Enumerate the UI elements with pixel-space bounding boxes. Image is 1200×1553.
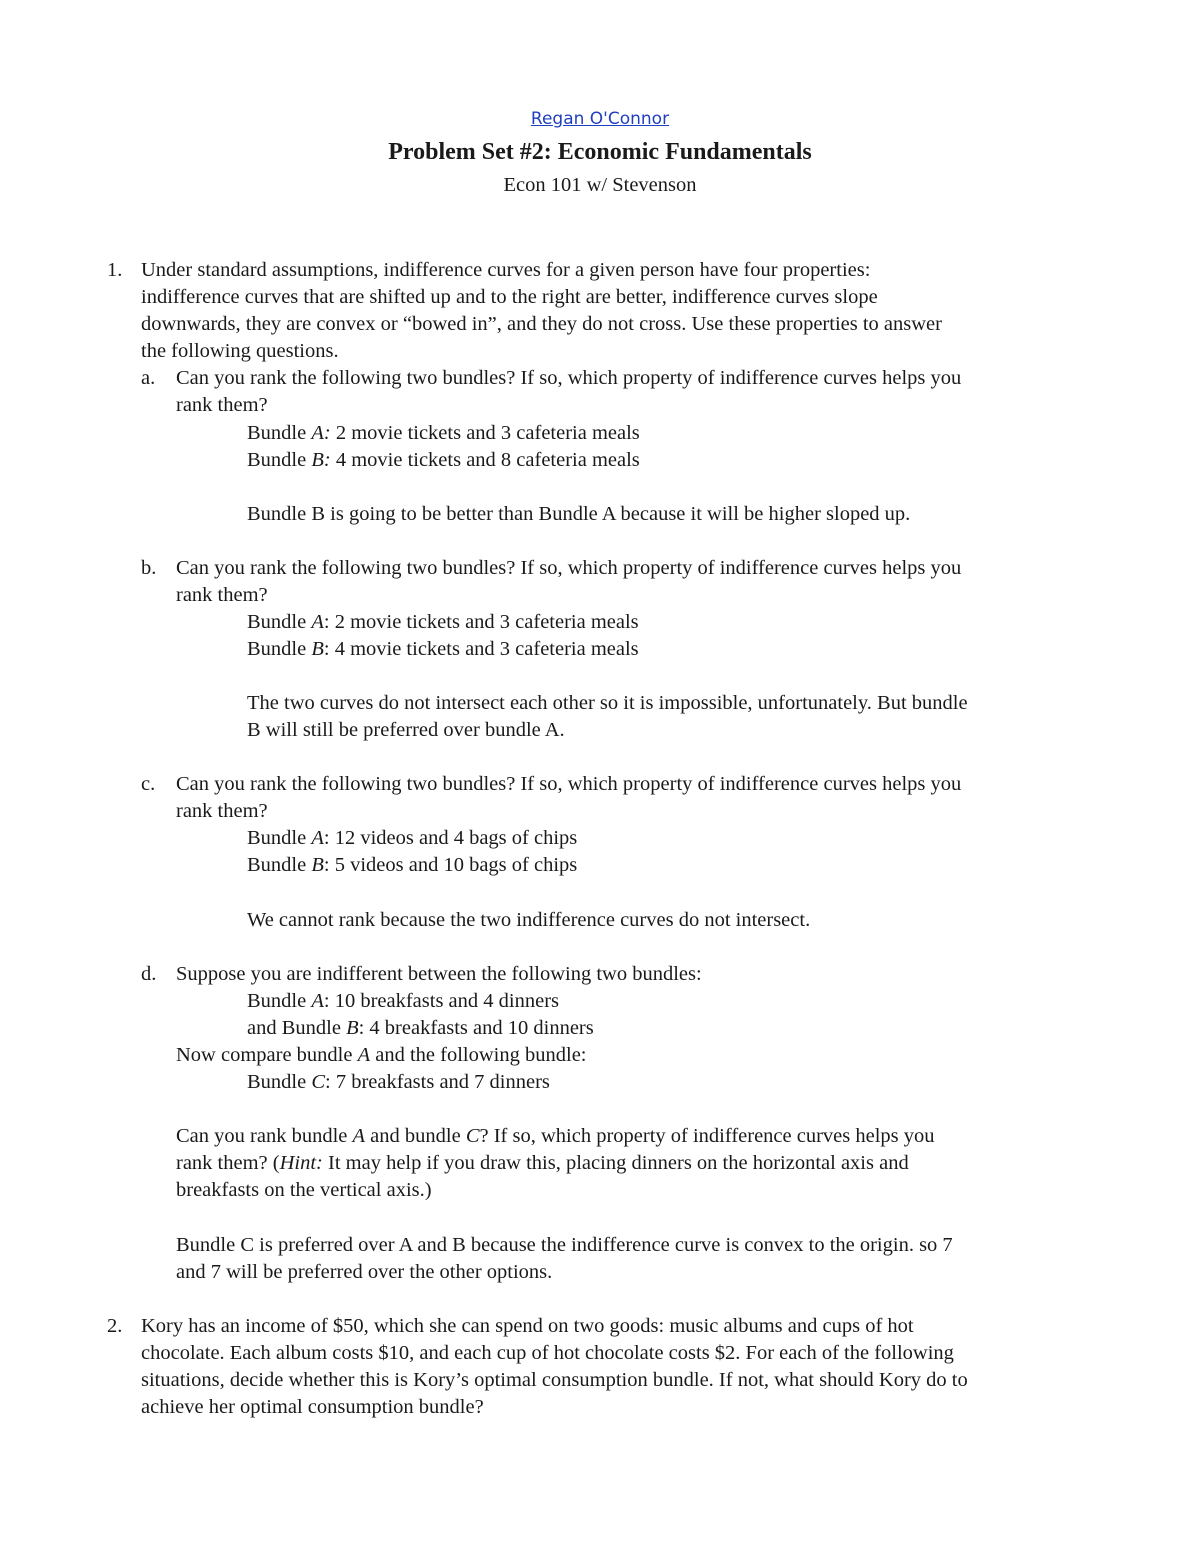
part-d-rank-question: Can you rank bundle A and bundle C? If so, which property of indifference curves helps you [176, 1125, 935, 1147]
question-2-line: achieve her optimal consumption bundle? [141, 1396, 484, 1418]
part-c-bundle-a: Bundle A: 12 videos and 4 bags of chips [247, 827, 578, 849]
part-b-bundle-b: Bundle B: 4 movie tickets and 3 cafeteria meals [247, 638, 639, 660]
course-subtitle: Econ 101 w/ Stevenson [503, 174, 697, 196]
question-1-intro-line: Under standard assumptions, indifference curves for a given person have four properties: [141, 259, 871, 281]
part-c-answer: We cannot rank because the two indifference curves do not intersect. [247, 909, 811, 931]
part-a-answer: Bundle B is going to be better than Bundle A because it will be higher sloped up. [247, 503, 911, 525]
part-d-answer: and 7 will be preferred over the other options. [176, 1261, 553, 1283]
part-d-hint: breakfasts on the vertical axis.) [176, 1179, 432, 1201]
part-c-label: c. [141, 773, 156, 795]
question-2-line: chocolate. Each album costs $10, and each cup of hot chocolate costs $2. For each of the following [141, 1342, 954, 1364]
question-2-number: 2. [107, 1315, 123, 1337]
part-d-label: d. [141, 963, 157, 985]
part-d-bundle-c: Bundle C: 7 breakfasts and 7 dinners [247, 1071, 550, 1093]
part-b-question: Can you rank the following two bundles? If so, which property of indifference curves helps you [176, 557, 962, 579]
author-link[interactable]: Regan O'Connor [530, 109, 670, 129]
part-c-question: Can you rank the following two bundles? If so, which property of indifference curves helps you [176, 773, 962, 795]
part-d-compare: Now compare bundle A and the following bundle: [176, 1044, 587, 1066]
part-b-answer: B will still be preferred over bundle A. [247, 719, 565, 741]
part-d-answer: Bundle C is preferred over A and B because the indifference curve is convex to the origin. so 7 [176, 1234, 953, 1256]
part-d-bundle-b: and Bundle B: 4 breakfasts and 10 dinners [247, 1017, 594, 1039]
question-2-line: Kory has an income of $50, which she can spend on two goods: music albums and cups of hot [141, 1315, 914, 1337]
part-b-bundle-a: Bundle A: 2 movie tickets and 3 cafeteria meals [247, 611, 639, 633]
part-b-answer: The two curves do not intersect each other so it is impossible, unfortunately. But bundle [247, 692, 968, 714]
part-d-bundle-a: Bundle A: 10 breakfasts and 4 dinners [247, 990, 559, 1012]
part-b-question: rank them? [176, 584, 268, 606]
question-2-line: situations, decide whether this is Kory’s optimal consumption bundle. If not, what should Kory do to [141, 1369, 968, 1391]
question-1-intro-line: the following questions. [141, 340, 339, 362]
part-c-question: rank them? [176, 800, 268, 822]
document-title: Problem Set #2: Economic Fundamentals [388, 139, 812, 165]
part-a-bundle-a: Bundle A: 2 movie tickets and 3 cafeteria meals [247, 422, 640, 444]
part-c-bundle-b: Bundle B: 5 videos and 10 bags of chips [247, 854, 578, 876]
question-1-intro-line: indifference curves that are shifted up and to the right are better, indifference curves slope [141, 286, 878, 308]
part-b-label: b. [141, 557, 157, 579]
part-d-question: Suppose you are indifferent between the following two bundles: [176, 963, 702, 985]
question-1-number: 1. [107, 259, 123, 281]
question-1-intro-line: downwards, they are convex or “bowed in”, and they do not cross. Use these properties to answer [141, 313, 942, 335]
part-d-hint: rank them? (Hint: It may help if you draw this, placing dinners on the horizontal axis and [176, 1152, 909, 1174]
part-a-question: Can you rank the following two bundles? If so, which property of indifference curves helps you [176, 367, 962, 389]
part-a-question: rank them? [176, 394, 268, 416]
part-a-label: a. [141, 367, 156, 389]
part-a-bundle-b: Bundle B: 4 movie tickets and 8 cafeteria meals [247, 449, 640, 471]
